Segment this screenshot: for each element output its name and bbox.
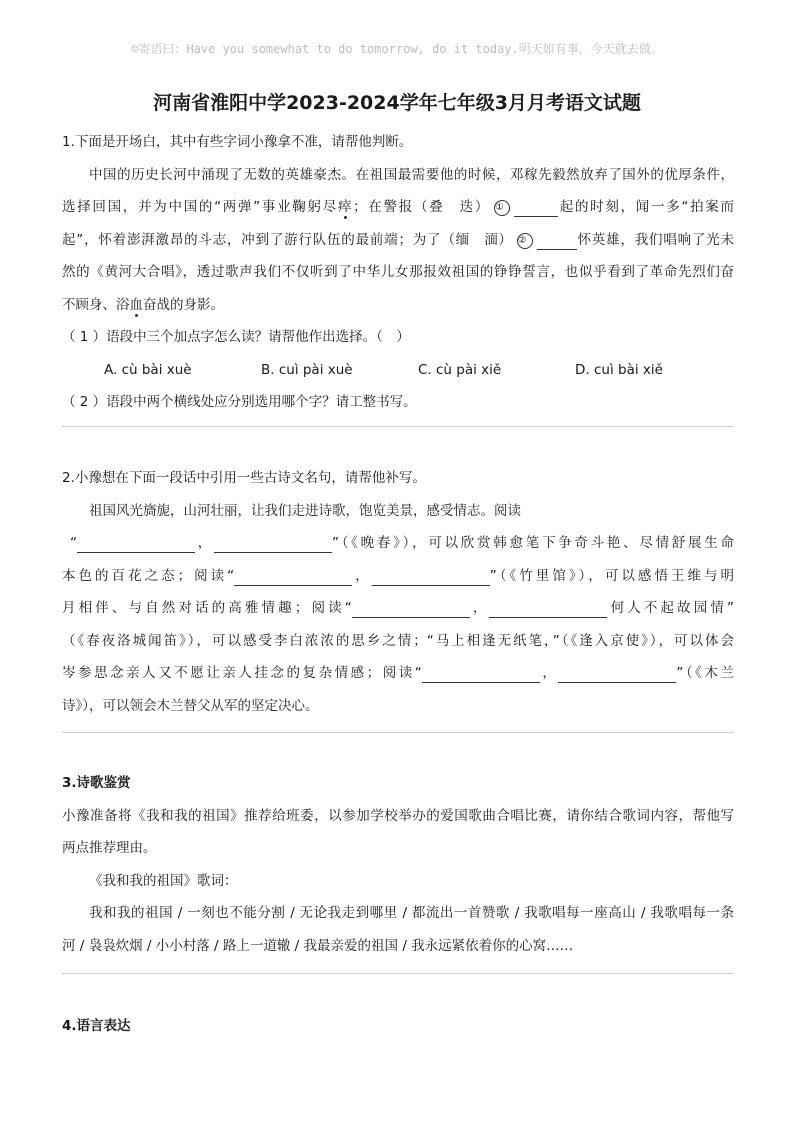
dotted-char: 血 bbox=[129, 296, 143, 313]
answer-blank-2[interactable] bbox=[537, 231, 577, 250]
q2-text: ， bbox=[469, 600, 490, 616]
dotted-char: 瘁 bbox=[337, 199, 354, 215]
q1-options bbox=[62, 354, 734, 387]
divider bbox=[62, 973, 734, 974]
q1-passage-line bbox=[62, 191, 734, 224]
q2-heading: 2.小豫想在下面一段话中引用一些古诗文名句，请帮他补写。 bbox=[62, 470, 426, 486]
divider bbox=[62, 426, 734, 427]
q1-text: 起”，怀着澎湃激昂的斗志，冲到了游行队伍的最前端；为了（缅 湎） bbox=[62, 231, 513, 248]
q3-prompt-line: 小豫准备将《我和我的祖国》推荐给班委，以参加学校举办的爱国歌曲合唱比赛，请你结合歌词内容，帮他写 bbox=[62, 807, 734, 824]
q2-text: “ bbox=[70, 535, 77, 551]
q1-heading: 1.下面是开场白，其中有些字词小豫拿不准，请帮他判断。 bbox=[62, 134, 413, 150]
q1-text: 怀英雄，我们唱响了光未 bbox=[576, 231, 734, 248]
q1-text: ；在警报（叠 迭） bbox=[353, 199, 491, 215]
q2-passage-line: 诗》），可以领会木兰替父从军的坚定决心。 bbox=[62, 697, 319, 714]
q3-heading: 3.诗歌鉴赏 bbox=[62, 775, 131, 791]
question-4 bbox=[62, 1010, 734, 1043]
q1-sub-question-1: （ 1 ）语段中三个加点字怎么读？请帮他作出选择。（ ） bbox=[62, 329, 410, 345]
q1-text: 奋战的身影。 bbox=[143, 296, 224, 313]
q1-text: 起的时刻，闻一多“拍案而 bbox=[558, 199, 735, 215]
q2-text: 何人不起故园情” bbox=[607, 600, 734, 616]
answer-blank-1[interactable] bbox=[514, 198, 558, 217]
q1-sub-question-2: （ 2 ）语段中两个横线处应分别选用哪个字？请工整书写。 bbox=[62, 394, 417, 410]
q1-passage-line bbox=[62, 224, 734, 257]
motto-watermark: ☺寄语曰：Have you somewhat to do tomorrow, do it today.明天如有事，今天就去做。 bbox=[131, 42, 663, 56]
q3-lyrics-line: 我和我的祖国 / 一刻也不能分割 / 无论我走到哪里 / 都流出一首赞歌 / 我歌唱每一座高山 / 我歌唱每一条 bbox=[89, 905, 734, 921]
option-b[interactable]: B. cuì pài xuè bbox=[261, 361, 353, 378]
divider bbox=[62, 732, 734, 733]
q2-passage-line bbox=[62, 657, 734, 690]
q2-text: 岑参思念亲人又不愿让亲人挂念的复杂情感；阅读“ bbox=[62, 665, 422, 681]
q2-text: ”（《竹里馆》），可以感悟王维与明 bbox=[489, 567, 735, 584]
answer-blank[interactable] bbox=[372, 567, 490, 586]
question-3 bbox=[62, 767, 734, 962]
q2-passage-line: 祖国风光旖旎，山河壮丽，让我们走进诗歌，饱览美景，感受情志。阅读 bbox=[89, 502, 521, 519]
q1-passage-line: 中国的历史长河中涌现了无数的英雄豪杰。在祖国最需要他的时候，邓稼先毅然放弃了国外的优厚条件， bbox=[89, 166, 734, 183]
q2-passage-line bbox=[62, 592, 734, 625]
q3-prompt-line: 两点推荐理由。 bbox=[62, 840, 157, 856]
q2-text: ， bbox=[539, 665, 559, 681]
blank-marker-2: ② bbox=[517, 233, 533, 249]
q2-passage-line bbox=[62, 527, 734, 560]
q2-text: ， bbox=[195, 535, 214, 551]
q2-text: 本色的百花之态；阅读“ bbox=[62, 567, 235, 584]
q1-passage-line: 然的《黄河大合唱》，透过歌声我们不仅听到了中华儿女那报效祖国的铮铮誓言，也似乎看到了革命先烈们奋 bbox=[62, 264, 734, 280]
blank-marker-1: ① bbox=[494, 200, 510, 216]
q2-text: 月相伴、与自然对话的高雅情趣；阅读“ bbox=[62, 600, 352, 616]
question-1 bbox=[62, 126, 734, 419]
q3-lyrics-title: 《我和我的祖国》歌词： bbox=[89, 872, 238, 889]
q2-text: ”（《晚春》），可以欣赏韩愈笔下争奇斗艳、尽情舒展生命 bbox=[331, 535, 734, 551]
question-2 bbox=[62, 462, 734, 722]
q1-text: 选择回国，并为中国的“两弹”事业鞠躬尽 bbox=[62, 199, 338, 215]
page-title: 河南省淮阳中学2023-2024学年七年级3月月考语文试题 bbox=[153, 92, 641, 114]
option-a[interactable]: A. cù bài xuè bbox=[104, 361, 192, 378]
q2-text: ”（《木兰 bbox=[676, 665, 734, 681]
answer-blank[interactable] bbox=[234, 567, 352, 586]
q1-text: 不顾身、浴 bbox=[62, 296, 130, 313]
q2-passage-line bbox=[62, 560, 734, 593]
answer-blank[interactable] bbox=[352, 599, 470, 618]
q3-lyrics-line: 河 / 袅袅炊烟 / 小小村落 / 路上一道辙 / 我最亲爱的祖国 / 我永远紧依着你的心窝…… bbox=[62, 937, 574, 954]
q2-text: ， bbox=[352, 567, 372, 584]
answer-blank[interactable] bbox=[489, 599, 607, 618]
q4-heading: 4.语言表达 bbox=[62, 1018, 131, 1034]
answer-blank[interactable] bbox=[77, 534, 195, 553]
option-d[interactable]: D. cuì bài xiě bbox=[575, 361, 663, 378]
answer-blank[interactable] bbox=[422, 664, 540, 683]
answer-blank[interactable] bbox=[558, 664, 676, 683]
answer-blank[interactable] bbox=[214, 534, 332, 553]
option-c[interactable]: C. cù pài xiě bbox=[418, 361, 502, 378]
q2-passage-line: （《春夜洛城闻笛》），可以感受李白浓浓的思乡之情；“马上相逢无纸笔，”（《逢入京使》），可以体会 bbox=[62, 632, 734, 649]
q1-passage-line bbox=[62, 289, 734, 322]
